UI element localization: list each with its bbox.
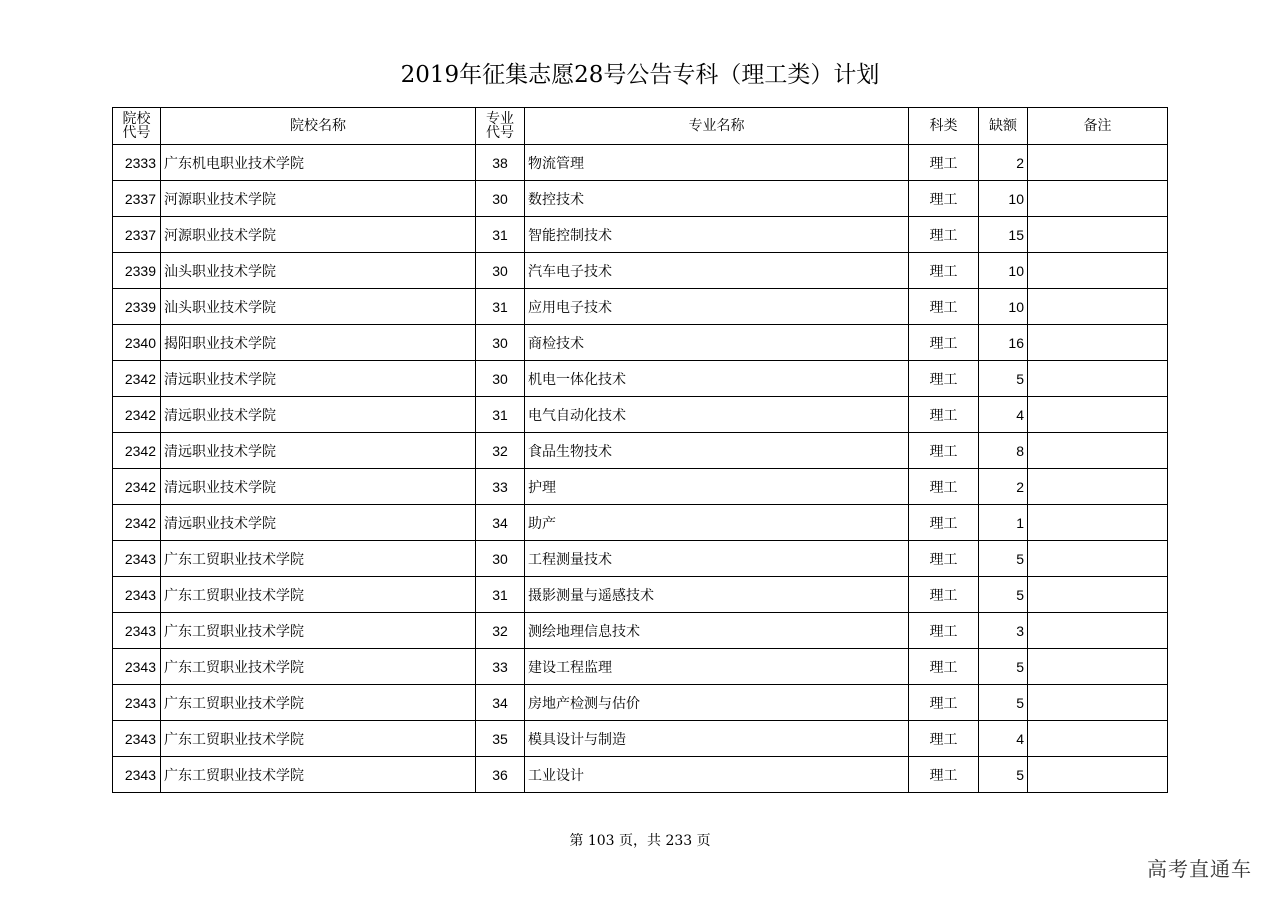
cell-major-code: 33: [476, 649, 525, 685]
cell-major-code: 30: [476, 181, 525, 217]
cell-school-code: 2339: [113, 253, 161, 289]
table-row: [113, 397, 1168, 433]
cell-remarks: [1028, 433, 1168, 469]
cell-major-code: 31: [476, 217, 525, 253]
cell-major-code: 32: [476, 613, 525, 649]
enrollment-plan-table: [112, 107, 1168, 793]
cell-remarks: [1028, 289, 1168, 325]
cell-major-name: 汽车电子技术: [525, 253, 909, 289]
header-remarks: 备注: [1028, 108, 1168, 145]
cell-quota: 10: [979, 253, 1028, 289]
cell-major-name: 应用电子技术: [525, 289, 909, 325]
table-row: [113, 325, 1168, 361]
cell-quota: 5: [979, 361, 1028, 397]
cell-school-code: 2337: [113, 181, 161, 217]
cell-quota: 5: [979, 577, 1028, 613]
header-school-code: [113, 108, 161, 145]
page-number: 第 103 页，共 233 页: [569, 833, 711, 849]
cell-major-name: 物流管理: [525, 145, 909, 181]
table-row: [113, 649, 1168, 685]
cell-remarks: [1028, 181, 1168, 217]
cell-remarks: [1028, 397, 1168, 433]
cell-school-code: 2343: [113, 757, 161, 793]
table-row: [113, 577, 1168, 613]
header-major-code: [476, 108, 525, 145]
table-row: [113, 181, 1168, 217]
cell-category: 理工: [909, 757, 979, 793]
page-title: 2019年征集志愿28号公告专科（理工类）计划: [400, 62, 880, 88]
cell-school-code: 2337: [113, 217, 161, 253]
cell-major-code: 33: [476, 469, 525, 505]
cell-school-code: 2343: [113, 613, 161, 649]
cell-remarks: [1028, 361, 1168, 397]
cell-quota: 3: [979, 613, 1028, 649]
cell-remarks: [1028, 721, 1168, 757]
cell-remarks: [1028, 757, 1168, 793]
table-row: [113, 289, 1168, 325]
cell-school-name: 汕头职业技术学院: [161, 289, 476, 325]
cell-category: 理工: [909, 181, 979, 217]
cell-remarks: [1028, 685, 1168, 721]
cell-category: 理工: [909, 433, 979, 469]
cell-remarks: [1028, 577, 1168, 613]
cell-school-name: 广东工贸职业技术学院: [161, 613, 476, 649]
cell-major-name: 食品生物技术: [525, 433, 909, 469]
cell-major-code: 36: [476, 757, 525, 793]
cell-school-code: 2342: [113, 433, 161, 469]
cell-major-name: 数控技术: [525, 181, 909, 217]
cell-school-name: 清远职业技术学院: [161, 433, 476, 469]
cell-school-code: 2342: [113, 397, 161, 433]
cell-major-name: 工程测量技术: [525, 541, 909, 577]
cell-category: 理工: [909, 613, 979, 649]
watermark-text: 高考直通车: [1147, 857, 1252, 881]
table-row: [113, 541, 1168, 577]
table-row: [113, 253, 1168, 289]
cell-school-name: 揭阳职业技术学院: [161, 325, 476, 361]
cell-school-name: 广东工贸职业技术学院: [161, 685, 476, 721]
cell-major-name: 电气自动化技术: [525, 397, 909, 433]
cell-major-name: 护理: [525, 469, 909, 505]
cell-school-code: 2342: [113, 469, 161, 505]
table-row: [113, 721, 1168, 757]
cell-major-code: 38: [476, 145, 525, 181]
cell-category: 理工: [909, 253, 979, 289]
table-row: [113, 685, 1168, 721]
cell-remarks: [1028, 145, 1168, 181]
cell-major-code: 31: [476, 397, 525, 433]
cell-major-code: 34: [476, 505, 525, 541]
cell-major-code: 34: [476, 685, 525, 721]
table-header-row: [113, 108, 1168, 145]
cell-school-code: 2343: [113, 541, 161, 577]
cell-category: 理工: [909, 217, 979, 253]
cell-school-code: 2340: [113, 325, 161, 361]
table-row: [113, 217, 1168, 253]
cell-major-name: 建设工程监理: [525, 649, 909, 685]
cell-major-code: 35: [476, 721, 525, 757]
cell-quota: 5: [979, 757, 1028, 793]
cell-quota: 15: [979, 217, 1028, 253]
cell-quota: 5: [979, 649, 1028, 685]
cell-remarks: [1028, 505, 1168, 541]
table-row: [113, 505, 1168, 541]
cell-quota: 16: [979, 325, 1028, 361]
cell-school-name: 广东工贸职业技术学院: [161, 721, 476, 757]
cell-school-name: 汕头职业技术学院: [161, 253, 476, 289]
cell-quota: 5: [979, 541, 1028, 577]
header-major-code-line2: 代号: [486, 125, 514, 141]
cell-category: 理工: [909, 541, 979, 577]
cell-school-code: 2343: [113, 649, 161, 685]
cell-school-name: 清远职业技术学院: [161, 361, 476, 397]
header-category: 科类: [909, 108, 979, 145]
header-school-name: 院校名称: [161, 108, 476, 145]
cell-quota: 5: [979, 685, 1028, 721]
cell-quota: 4: [979, 397, 1028, 433]
table-row: [113, 613, 1168, 649]
header-major-name: 专业名称: [525, 108, 909, 145]
header-school-code-line1: 院校: [122, 111, 151, 127]
cell-major-code: 31: [476, 289, 525, 325]
cell-category: 理工: [909, 397, 979, 433]
cell-category: 理工: [909, 685, 979, 721]
cell-major-code: 30: [476, 541, 525, 577]
cell-quota: 2: [979, 145, 1028, 181]
cell-major-code: 32: [476, 433, 525, 469]
cell-remarks: [1028, 541, 1168, 577]
cell-quota: 1: [979, 505, 1028, 541]
cell-school-code: 2342: [113, 505, 161, 541]
cell-school-code: 2333: [113, 145, 161, 181]
header-school-code-line2: 代号: [122, 125, 151, 141]
cell-major-code: 30: [476, 361, 525, 397]
cell-category: 理工: [909, 505, 979, 541]
cell-school-name: 清远职业技术学院: [161, 469, 476, 505]
cell-school-name: 清远职业技术学院: [161, 397, 476, 433]
cell-category: 理工: [909, 577, 979, 613]
cell-major-name: 模具设计与制造: [525, 721, 909, 757]
cell-school-name: 河源职业技术学院: [161, 217, 476, 253]
cell-category: 理工: [909, 325, 979, 361]
cell-school-name: 广东机电职业技术学院: [161, 145, 476, 181]
table-row: [113, 469, 1168, 505]
cell-category: 理工: [909, 721, 979, 757]
cell-major-name: 测绘地理信息技术: [525, 613, 909, 649]
cell-school-name: 广东工贸职业技术学院: [161, 757, 476, 793]
cell-major-name: 商检技术: [525, 325, 909, 361]
cell-major-name: 房地产检测与估价: [525, 685, 909, 721]
cell-category: 理工: [909, 361, 979, 397]
cell-school-code: 2342: [113, 361, 161, 397]
cell-major-name: 工业设计: [525, 757, 909, 793]
cell-major-code: 30: [476, 325, 525, 361]
cell-school-name: 广东工贸职业技术学院: [161, 577, 476, 613]
cell-school-code: 2343: [113, 577, 161, 613]
table-row: [113, 145, 1168, 181]
cell-remarks: [1028, 469, 1168, 505]
cell-quota: 2: [979, 469, 1028, 505]
cell-major-code: 31: [476, 577, 525, 613]
header-quota: 缺额: [979, 108, 1028, 145]
header-major-code-line1: 专业: [486, 111, 514, 127]
cell-quota: 8: [979, 433, 1028, 469]
cell-remarks: [1028, 217, 1168, 253]
cell-school-code: 2343: [113, 721, 161, 757]
table-row: [113, 433, 1168, 469]
cell-school-code: 2343: [113, 685, 161, 721]
cell-major-name: 摄影测量与遥感技术: [525, 577, 909, 613]
cell-quota: 4: [979, 721, 1028, 757]
cell-category: 理工: [909, 649, 979, 685]
cell-quota: 10: [979, 181, 1028, 217]
cell-remarks: [1028, 253, 1168, 289]
cell-major-name: 机电一体化技术: [525, 361, 909, 397]
cell-category: 理工: [909, 289, 979, 325]
cell-school-name: 广东工贸职业技术学院: [161, 649, 476, 685]
cell-major-code: 30: [476, 253, 525, 289]
cell-school-name: 广东工贸职业技术学院: [161, 541, 476, 577]
cell-remarks: [1028, 649, 1168, 685]
cell-school-name: 清远职业技术学院: [161, 505, 476, 541]
cell-remarks: [1028, 325, 1168, 361]
cell-school-name: 河源职业技术学院: [161, 181, 476, 217]
cell-major-name: 助产: [525, 505, 909, 541]
table-row: [113, 757, 1168, 793]
cell-remarks: [1028, 613, 1168, 649]
cell-category: 理工: [909, 145, 979, 181]
cell-school-code: 2339: [113, 289, 161, 325]
cell-major-name: 智能控制技术: [525, 217, 909, 253]
cell-quota: 10: [979, 289, 1028, 325]
cell-category: 理工: [909, 469, 979, 505]
table-row: [113, 361, 1168, 397]
